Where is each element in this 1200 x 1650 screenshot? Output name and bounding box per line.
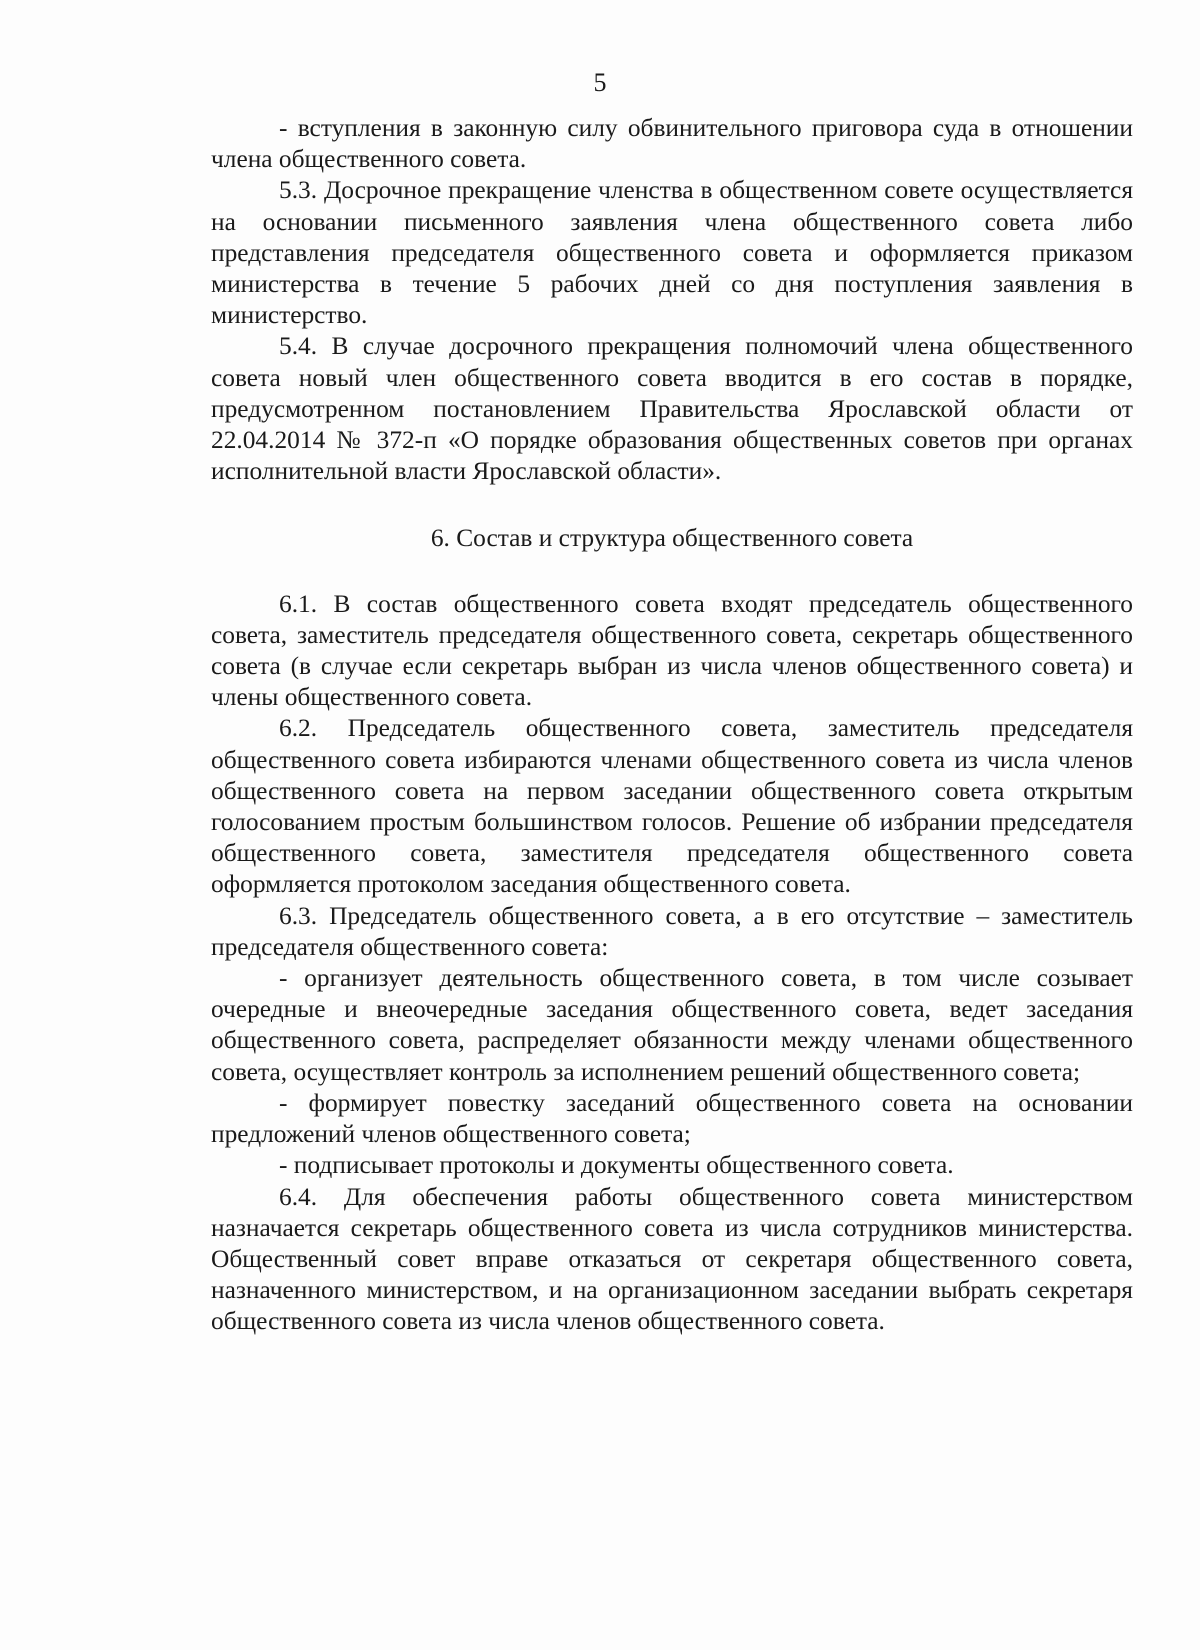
document-body: [211, 113, 1133, 1338]
paragraph-6-2: 6.2. Председатель общественного совета, заместитель председателя общественного совета избираются членами общественного совета из числа членов общественного совета на первом заседании общественного совета открытым голосованием простым большинством голосов. Решение об избрании председателя общественного совета, заместителя председателя общественного совета оформляется протоколом заседания общественного совета.: [211, 714, 1133, 899]
paragraph-conviction: - вступления в законную силу обвинительного приговора суда в отношении члена общественного совета.: [211, 114, 1133, 174]
page-number: 5: [593, 68, 607, 97]
paragraph-6-3-organizes: - организует деятельность общественного совета, в том числе созывает очередные и внеочередные заседания общественного совета, ведет заседания общественного совета, распределяет обязанности между членами общественного совета, осуществляет контроль за исполнением решений общественного совета;: [211, 964, 1133, 1086]
paragraph-6-3: 6.3. Председатель общественного совета, а в его отсутствие – заместитель председателя общественного совета:: [211, 901, 1133, 961]
paragraph-6-4: 6.4. Для обеспечения работы общественного совета министерством назначается секретарь общественного совета из числа сотрудников министерства. Общественный совет вправе отказаться от секретаря общественного совета, назначенного министерством, и на организационном заседании выбрать секретаря общественного совета из числа членов общественного совета.: [211, 1182, 1133, 1336]
paragraph-6-3-agenda: - формирует повестку заседаний общественного совета на основании предложений членов общественного совета;: [211, 1088, 1133, 1149]
section-title-6: 6. Состав и структура общественного совета: [430, 524, 914, 553]
paragraph-6-1: 6.1. В состав общественного совета входят председатель общественного совета, заместитель председателя общественного совета, секретарь общественного совета (в случае если секретарь выбран из числа членов общественного совета) и члены общественного совета.: [211, 589, 1133, 712]
paragraph-6-3-signs: - подписывает протоколы и документы общественного совета.: [279, 1151, 954, 1180]
paragraph-5-3: 5.3. Досрочное прекращение членства в общественном совете осуществляется на основании письменного заявления члена общественного совета либо представления председателя общественного совета и оформляется приказом министерства в течение 5 рабочих дней со дня поступления заявления в министерство.: [211, 176, 1133, 330]
paragraph-5-4: 5.4. В случае досрочного прекращения полномочий члена общественного совета новый член общественного совета вводится в его состав в порядке, предусмотренном постановлением Правительства Ярославской области от 22.04.2014 № 372-п «О порядке образования общественных советов при органах исполнительной власти Ярославской области».: [211, 332, 1133, 486]
